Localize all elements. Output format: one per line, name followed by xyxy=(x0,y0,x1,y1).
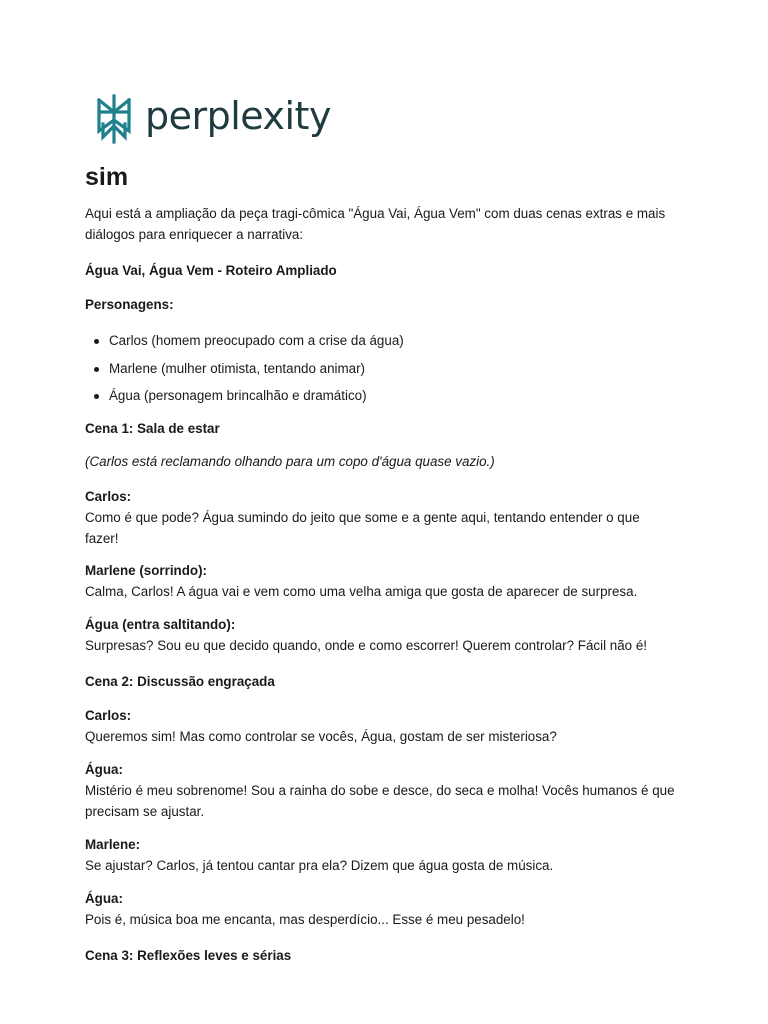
stage-direction: (Carlos está reclamando olhando para um copo d'água quase vazio.) xyxy=(85,454,495,469)
dialogue-text: Pois é, música boa me encanta, mas desperdício... Esse é meu pesadelo! xyxy=(85,912,525,927)
scene-2-heading: Cena 2: Discussão engraçada xyxy=(85,674,275,689)
speaker-name: Carlos: xyxy=(85,708,132,723)
dialogue-text: Surpresas? Sou eu que decido quando, onde e como escorrer! Querem controlar? Fácil não é! xyxy=(85,638,647,653)
speaker-name: Carlos: xyxy=(85,489,132,504)
dialogue-line xyxy=(85,759,675,822)
perplexity-logo-text: perplexity xyxy=(145,94,331,138)
page-title: sim xyxy=(85,163,129,191)
speaker-name: Marlene: xyxy=(85,837,141,852)
characters-list xyxy=(85,327,675,410)
perplexity-logo-icon xyxy=(93,93,135,145)
dialogue-text: Queremos sim! Mas como controlar se vocês, Água, gostam de ser misteriosa? xyxy=(85,729,557,744)
perplexity-logo xyxy=(93,93,331,145)
dialogue-text: Calma, Carlos! A água vai e vem como uma velha amiga que gosta de aparecer de surpresa. xyxy=(85,584,638,599)
dialogue-text: Mistério é meu sobrenome! Sou a rainha do sobe e desce, do seca e molha! Vocês humanos é que precisam se ajustar. xyxy=(85,783,675,819)
dialogue-text: Se ajustar? Carlos, já tentou cantar pra ela? Dizem que água gosta de música. xyxy=(85,858,554,873)
dialogue-line xyxy=(85,560,675,602)
list-item: Carlos (homem preocupado com a crise da água) xyxy=(85,327,675,355)
speaker-name: Água: xyxy=(85,762,123,777)
dialogue-line xyxy=(85,888,675,930)
dialogue-line xyxy=(85,705,675,747)
list-item: Água (personagem brincalhão e dramático) xyxy=(85,382,675,410)
intro-paragraph: Aqui está a ampliação da peça tragi-cômica "Água Vai, Água Vem" com duas cenas extras e mais diálogos para enriquecer a narrativa: xyxy=(85,206,666,242)
list-item: Marlene (mulher otimista, tentando animar) xyxy=(85,355,675,383)
dialogue-text: Como é que pode? Água sumindo do jeito que some e a gente aqui, tentando entender o que fazer! xyxy=(85,510,640,546)
dialogue-line xyxy=(85,486,675,549)
scene-1-heading: Cena 1: Sala de estar xyxy=(85,421,220,436)
dialogue-line xyxy=(85,834,675,876)
scene-3-heading: Cena 3: Reflexões leves e sérias xyxy=(85,948,292,963)
play-title: Água Vai, Água Vem - Roteiro Ampliado xyxy=(85,263,337,278)
dialogue-line xyxy=(85,614,675,656)
speaker-name: Água: xyxy=(85,891,123,906)
speaker-name: Marlene (sorrindo): xyxy=(85,563,208,578)
speaker-name: Água (entra saltitando): xyxy=(85,617,236,632)
characters-heading: Personagens: xyxy=(85,297,174,312)
